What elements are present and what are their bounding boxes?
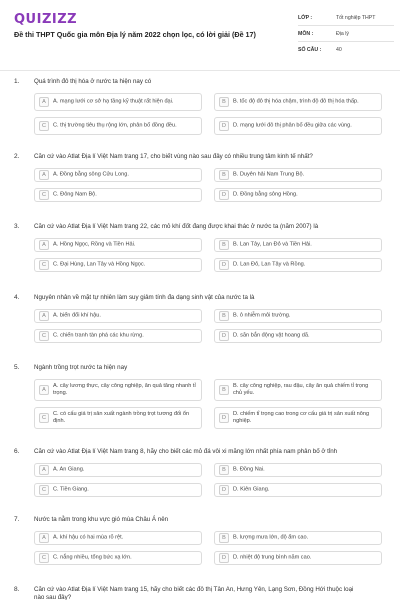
question-text: Nước ta nằm trong khu vực gió mùa Châu Á nên (34, 516, 169, 523)
question-text: Căn cứ vào Atlat Địa lí Việt Nam trang 17, cho biết vùng nào sau đây có nhiều trung tâm kinh tế nhất? (34, 153, 313, 160)
option-letter-badge: C (39, 413, 49, 423)
option-letter-badge: B (219, 170, 229, 180)
option-text: C. có cấu giá trị sản xuất ngành trồng trọt tương đối ổn định. (53, 411, 190, 424)
question-text: Căn cứ vào Atlat Địa lí Việt Nam trang 15, hãy cho biết các đô thị Tân An, Hưng Yên, Lạng Sơn, Đồng Hới thuộc loại nào sau đây? (34, 586, 354, 600)
answer-option-d[interactable] (214, 258, 382, 272)
question-number: 2. (14, 153, 20, 160)
question-number: 6. (14, 448, 20, 455)
question-text: Căn cứ vào Atlat Địa lí Việt Nam trang 8, hãy cho biết các mỏ đá vôi xi măng lớn nhất phía nam phân bố ở tỉnh (34, 448, 338, 455)
meta-value: Tốt nghiệp THPT (336, 14, 376, 21)
answer-option-d[interactable] (214, 117, 382, 135)
question-text: Căn cứ vào Atlat Địa lí Việt Nam trang 22, các mỏ khí đốt đang được khai thác ở nước ta (năm 2007) là (34, 223, 319, 230)
option-letter-badge: D (219, 331, 229, 341)
answer-option-a[interactable] (34, 93, 202, 111)
answer-option-b[interactable] (214, 168, 382, 182)
question-number: 5. (14, 364, 20, 371)
option-letter-badge: B (219, 385, 229, 395)
answer-option-b[interactable] (214, 238, 382, 252)
answer-option-d[interactable] (214, 407, 382, 429)
option-letter-badge: D (219, 121, 229, 131)
answer-option-c[interactable] (34, 407, 202, 429)
meta-value: 40 (336, 47, 342, 53)
question-text: Quá trình đô thị hóa ở nước ta hiện nay có (34, 78, 152, 85)
meta-row-subject (298, 26, 394, 42)
option-letter-badge: A (39, 170, 49, 180)
option-letter-badge: B (219, 465, 229, 475)
answer-option-b[interactable] (214, 531, 382, 545)
meta-label: SỐ CÂU : (298, 47, 322, 53)
header-divider (0, 70, 400, 71)
answer-option-b[interactable] (214, 379, 382, 401)
question-number: 8. (14, 586, 20, 593)
answer-option-a[interactable] (34, 531, 202, 545)
option-letter-badge: B (219, 311, 229, 321)
option-text: D. săn bắn động vật hoang dã. (233, 332, 310, 339)
option-letter-badge: C (39, 190, 49, 200)
option-letter-badge: A (39, 533, 49, 543)
question-text: Nguyên nhân về mặt tự nhiên làm suy giảm tính đa dạng sinh vật của nước ta là (34, 294, 255, 301)
answer-option-d[interactable] (214, 329, 382, 343)
answer-option-c[interactable] (34, 483, 202, 497)
option-letter-badge: C (39, 260, 49, 270)
option-letter-badge: D (219, 485, 229, 495)
answer-option-b[interactable] (214, 309, 382, 323)
option-text: D. Kiên Giang. (233, 486, 270, 493)
option-text: D. nhiệt độ trung bình năm cao. (233, 554, 312, 561)
answer-option-a[interactable] (34, 379, 202, 401)
option-text: B. tốc độ đô thị hóa chậm, trình độ đô thị hóa thấp. (233, 98, 359, 105)
option-letter-badge: C (39, 331, 49, 341)
meta-row-class (298, 10, 394, 26)
answer-option-d[interactable] (214, 483, 382, 497)
answer-option-b[interactable] (214, 93, 382, 111)
option-letter-badge: D (219, 553, 229, 563)
option-text: B. cây công nghiệp, rau đậu, cây ăn quả chiếm tỉ trọng chủ yếu. (233, 383, 369, 396)
option-text: C. chiến tranh tàn phá các khu rừng. (53, 332, 144, 339)
option-text: D. chiếm tỉ trọng cao trong cơ cấu giá trị sản xuất nông nghiệp. (233, 411, 370, 424)
answer-option-d[interactable] (214, 551, 382, 565)
option-text: B. Đồng Nai. (233, 466, 265, 473)
answer-option-a[interactable] (34, 463, 202, 477)
option-text: C. Tiền Giang. (53, 486, 89, 493)
quizizz-logo: QUIZIZZ (14, 12, 78, 27)
meta-label: LỚP : (298, 14, 313, 21)
option-text: A. cây lương thực, cây công nghiệp, ăn quả tăng nhanh tỉ trọng. (53, 383, 196, 396)
option-letter-badge: B (219, 97, 229, 107)
answer-option-b[interactable] (214, 463, 382, 477)
option-text: C. Đại Hùng, Lan Tây và Hồng Ngọc. (53, 261, 146, 268)
question-number: 7. (14, 516, 20, 523)
option-letter-badge: C (39, 121, 49, 131)
option-text: B. lượng mưa lớn, độ ẩm cao. (233, 534, 309, 541)
question-number: 1. (14, 78, 20, 85)
answer-option-c[interactable] (34, 329, 202, 343)
option-text: D. Lan Đỏ, Lan Tây và Rồng. (233, 261, 306, 268)
meta-row-count (298, 42, 394, 58)
option-text: B. ô nhiễm môi trường. (233, 312, 291, 319)
answer-option-c[interactable] (34, 117, 202, 135)
answer-option-c[interactable] (34, 258, 202, 272)
option-text: C. thị trường tiêu thụ rộng lớn, phân bố đồng đều. (53, 122, 177, 129)
option-text: C. nắng nhiều, tổng bức xạ lớn. (53, 554, 132, 561)
option-text: A. biến đổi khí hậu. (53, 312, 101, 319)
answer-option-a[interactable] (34, 309, 202, 323)
option-text: A. An Giang. (53, 466, 85, 473)
option-text: A. mạng lưới cơ sở hạ tầng kỹ thuật rất hiện đại. (53, 98, 174, 105)
option-text: D. mạng lưới đô thị phân bố đều giữa các vùng. (233, 122, 352, 129)
answer-option-a[interactable] (34, 168, 202, 182)
answer-option-d[interactable] (214, 188, 382, 202)
answer-option-a[interactable] (34, 238, 202, 252)
question-number: 3. (14, 223, 20, 230)
option-text: A. Hồng Ngọc, Rồng và Tiền Hải. (53, 241, 136, 248)
option-letter-badge: A (39, 311, 49, 321)
option-letter-badge: B (219, 240, 229, 250)
answer-option-c[interactable] (34, 551, 202, 565)
meta-value: Địa lý (336, 30, 349, 37)
option-text: A. khí hậu có hai mùa rõ rệt. (53, 534, 124, 541)
question-text: Ngành trồng trọt nước ta hiện nay (34, 364, 128, 371)
option-letter-badge: D (219, 260, 229, 270)
answer-option-c[interactable] (34, 188, 202, 202)
option-text: B. Lan Tây, Lan Đỏ và Tiền Hải. (233, 241, 312, 248)
option-text: D. Đồng bằng sông Hồng. (233, 191, 298, 198)
option-letter-badge: C (39, 485, 49, 495)
option-letter-badge: A (39, 240, 49, 250)
option-text: B. Duyên hải Nam Trung Bộ. (233, 171, 305, 178)
worksheet-title: Đề thi THPT Quốc gia môn Địa lý năm 2022 chọn lọc, có lời giải (Đề 17) (14, 30, 256, 39)
option-text: A. Đồng bằng sông Cửu Long. (53, 171, 129, 178)
option-letter-badge: D (219, 190, 229, 200)
option-letter-badge: A (39, 97, 49, 107)
worksheet-header (0, 0, 400, 68)
option-text: C. Đông Nam Bộ. (53, 191, 97, 198)
option-letter-badge: C (39, 553, 49, 563)
question-number: 4. (14, 294, 20, 301)
worksheet-meta (298, 10, 394, 58)
option-letter-badge: B (219, 533, 229, 543)
option-letter-badge: D (219, 413, 229, 423)
option-letter-badge: A (39, 385, 49, 395)
option-letter-badge: A (39, 465, 49, 475)
meta-label: MÔN : (298, 30, 314, 37)
